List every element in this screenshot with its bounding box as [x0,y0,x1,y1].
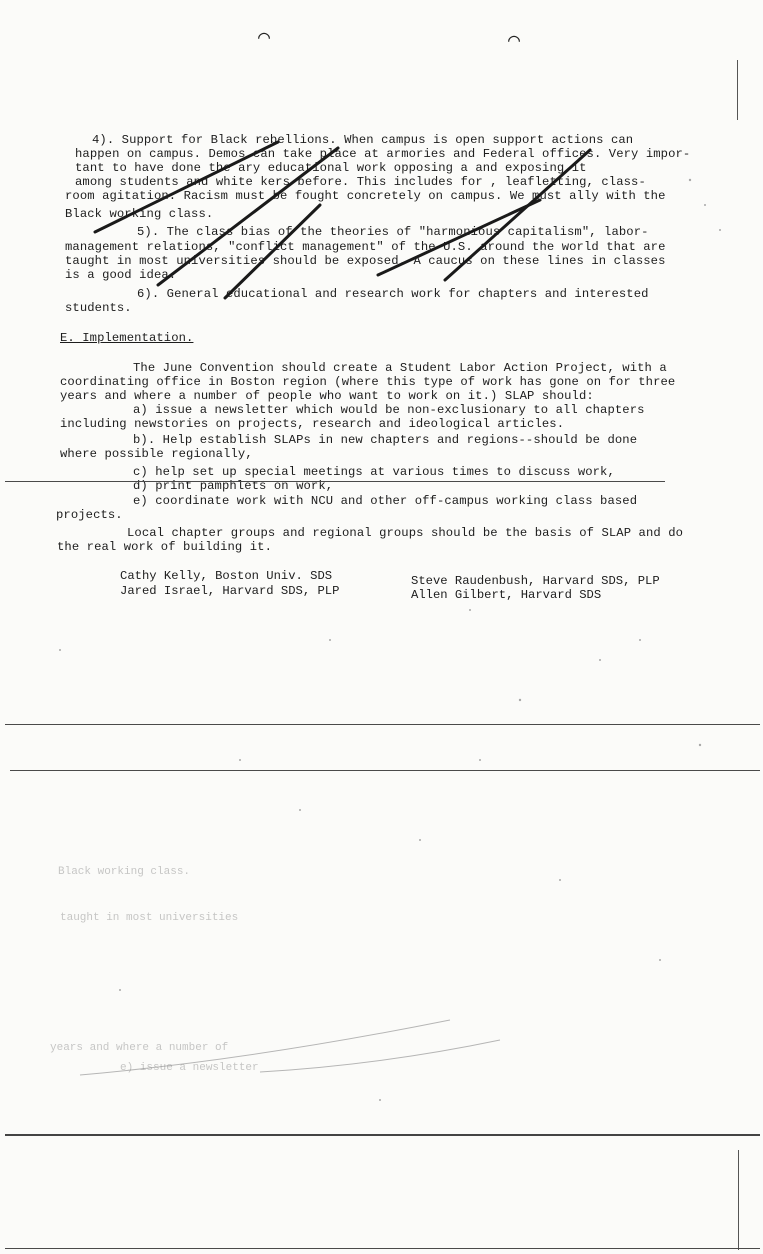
text-line-8: management relations, "conflict management" of the U.S. around the world that are [65,240,666,254]
impl-line-1: The June Convention should create a Student Labor Action Project, with a [133,361,667,375]
text-line-11: 6). General educational and research work for chapters and interested [137,287,649,301]
hole-punch-mark: ⌒ [258,27,271,50]
impl-line-13: the real work of building it. [57,540,272,554]
impl-line-6: b). Help establish SLAPs in new chapters and regions--should be done [133,433,638,447]
signatory-2: Jared Israel, Harvard SDS, PLP [120,584,340,598]
text-line-3: tant to have done the ary educational work opposing a and exposing it [75,161,587,175]
text-line-4: among students and white kers before. This includes for , leafletting, class- [75,175,646,189]
impl-line-2: coordinating office in Boston region (where this type of work has gone on for three [60,375,676,389]
bleed-through-text: years and where a number of [50,1042,229,1054]
pen-stroke [95,142,278,232]
text-line-1: 4). Support for Black rebellions. When campus is open support actions can [92,133,634,147]
impl-line-10: e) coordinate work with NCU and other off-campus working class based [133,494,638,508]
impl-line-3: years and where a number of people who want to work on it.) SLAP should: [60,389,594,403]
text-line-10: is a good idea. [65,268,177,282]
impl-line-4: a) issue a newsletter which would be non-exclusionary to all chapters [133,403,645,417]
impl-line-9: d) print pamphlets on work, [133,479,334,493]
pen-stroke [158,148,338,285]
faint-stroke [260,1040,500,1072]
impl-line-8: c) help set up special meetings at various times to discuss work, [133,465,615,479]
pen-stroke [225,205,320,298]
text-line-6: Black working class. [65,207,214,221]
impl-line-7: where possible regionally, [60,447,253,461]
text-line-5: room agitation. Racism must be fought concretely on campus. We must ally with the [65,189,666,203]
bleed-through-text: Black working class. [58,866,191,878]
text-line-12: students. [65,301,132,315]
bleed-through-text: e) issue a newsletter [120,1062,259,1074]
faint-stroke [80,1020,450,1075]
impl-line-5: including newstories on projects, research and ideological articles. [60,417,565,431]
signatory-4: Allen Gilbert, Harvard SDS [411,588,602,602]
section-heading: E. Implementation. [60,331,194,345]
signatory-3: Steve Raudenbush, Harvard SDS, PLP [411,574,660,588]
impl-line-11: projects. [56,508,123,522]
bleed-through-text: taught in most universities [60,912,239,924]
text-line-7: 5). The class bias of the theories of "harmonious capitalism", labor- [137,225,649,239]
text-line-2: happen on campus. Demos can take place at armories and Federal offices. Very impor- [75,147,691,161]
signatory-1: Cathy Kelly, Boston Univ. SDS [120,569,333,583]
text-line-9: taught in most universities should be exposed. A caucus on these lines in classes [65,254,666,268]
hole-punch-mark: ⌒ [508,30,521,53]
pen-stroke [445,150,590,280]
pen-stroke [378,200,540,275]
impl-line-12: Local chapter groups and regional groups should be the basis of SLAP and do [127,526,684,540]
